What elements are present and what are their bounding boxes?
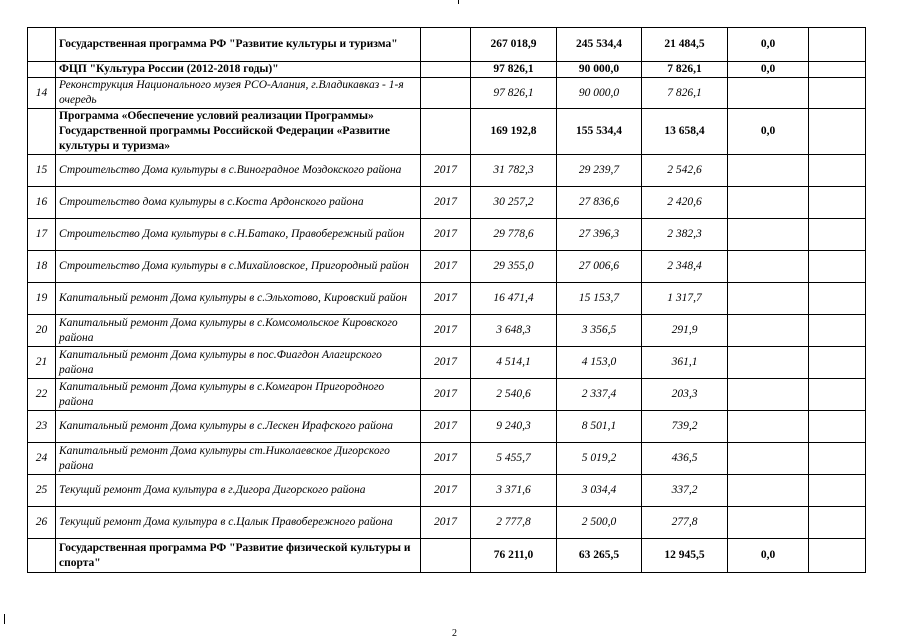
row-regional: 2 542,6 — [642, 155, 728, 187]
row-note — [809, 78, 866, 109]
row-total: 29 778,6 — [471, 219, 557, 251]
row-regional: 13 658,4 — [642, 109, 728, 155]
row-federal: 2 500,0 — [557, 507, 642, 539]
row-federal: 3 356,5 — [557, 315, 642, 347]
row-other — [728, 187, 809, 219]
row-year: 2017 — [421, 155, 471, 187]
row-year: 2017 — [421, 347, 471, 379]
row-name: Реконструкция Национального музея РСО-Алания, г.Владикавказ - 1-я очередь — [56, 78, 421, 109]
row-number: 25 — [28, 475, 56, 507]
row-number — [28, 62, 56, 78]
row-total: 16 471,4 — [471, 283, 557, 315]
table-row — [28, 155, 866, 187]
row-number: 18 — [28, 251, 56, 283]
row-name: Капитальный ремонт Дома культуры в с.Комсомольское Кировского района — [56, 315, 421, 347]
row-note — [809, 62, 866, 78]
row-federal: 5 019,2 — [557, 443, 642, 475]
row-regional: 2 382,3 — [642, 219, 728, 251]
row-other: 0,0 — [728, 539, 809, 573]
row-regional: 2 348,4 — [642, 251, 728, 283]
row-federal: 155 534,4 — [557, 109, 642, 155]
table-row — [28, 411, 866, 443]
row-regional: 1 317,7 — [642, 283, 728, 315]
row-regional: 12 945,5 — [642, 539, 728, 573]
row-total: 9 240,3 — [471, 411, 557, 443]
table-row — [28, 28, 866, 62]
row-year — [421, 109, 471, 155]
table-row — [28, 109, 866, 155]
row-total: 31 782,3 — [471, 155, 557, 187]
row-other — [728, 78, 809, 109]
row-total: 5 455,7 — [471, 443, 557, 475]
row-year: 2017 — [421, 379, 471, 411]
row-year — [421, 28, 471, 62]
row-name: Строительство Дома культуры в с.Виноградное Моздокского района — [56, 155, 421, 187]
row-name: Строительство Дома культуры в с.Михайловское, Пригородный район — [56, 251, 421, 283]
row-federal: 8 501,1 — [557, 411, 642, 443]
row-regional: 2 420,6 — [642, 187, 728, 219]
row-year: 2017 — [421, 219, 471, 251]
table-row — [28, 443, 866, 475]
row-year: 2017 — [421, 251, 471, 283]
row-federal: 27 006,6 — [557, 251, 642, 283]
row-federal: 90 000,0 — [557, 62, 642, 78]
row-name: Программа «Обеспечение условий реализации Программы» Государственной программы Российской Федерации «Развитие культуры и туризма» — [56, 109, 421, 155]
table-row — [28, 251, 866, 283]
row-federal: 29 239,7 — [557, 155, 642, 187]
row-note — [809, 443, 866, 475]
scan-mark-top — [458, 0, 459, 4]
row-year: 2017 — [421, 411, 471, 443]
row-number: 15 — [28, 155, 56, 187]
row-regional: 337,2 — [642, 475, 728, 507]
row-name: Капитальный ремонт Дома культуры ст.Николаевское Дигорского района — [56, 443, 421, 475]
row-federal: 4 153,0 — [557, 347, 642, 379]
row-other: 0,0 — [728, 109, 809, 155]
row-other — [728, 443, 809, 475]
row-federal: 90 000,0 — [557, 78, 642, 109]
row-number: 17 — [28, 219, 56, 251]
row-name: Капитальный ремонт Дома культуры в с.Эльхотово, Кировский район — [56, 283, 421, 315]
row-year: 2017 — [421, 315, 471, 347]
row-name: Текущий ремонт Дома культура в с.Цалык Правобережного района — [56, 507, 421, 539]
row-name: Капитальный ремонт Дома культуры в с.Комгарон Пригородного района — [56, 379, 421, 411]
row-number: 20 — [28, 315, 56, 347]
row-regional: 203,3 — [642, 379, 728, 411]
row-total: 97 826,1 — [471, 62, 557, 78]
row-year: 2017 — [421, 187, 471, 219]
table-row — [28, 187, 866, 219]
row-regional: 291,9 — [642, 315, 728, 347]
row-regional: 361,1 — [642, 347, 728, 379]
row-note — [809, 411, 866, 443]
row-other: 0,0 — [728, 28, 809, 62]
row-name: Государственная программа РФ "Развитие культуры и туризма" — [56, 28, 421, 62]
row-total: 30 257,2 — [471, 187, 557, 219]
row-name: Строительство дома культуры в с.Коста Ардонского района — [56, 187, 421, 219]
row-total: 29 355,0 — [471, 251, 557, 283]
page-number: 2 — [452, 628, 457, 639]
row-number: 26 — [28, 507, 56, 539]
row-total: 267 018,9 — [471, 28, 557, 62]
row-name: Текущий ремонт Дома культура в г.Дигора Дигорского района — [56, 475, 421, 507]
row-regional: 21 484,5 — [642, 28, 728, 62]
row-year — [421, 78, 471, 109]
row-note — [809, 475, 866, 507]
row-total: 76 211,0 — [471, 539, 557, 573]
row-note — [809, 187, 866, 219]
row-note — [809, 379, 866, 411]
row-number: 14 — [28, 78, 56, 109]
row-name: ФЦП "Культура России (2012-2018 годы)" — [56, 62, 421, 78]
table-row — [28, 475, 866, 507]
row-note — [809, 347, 866, 379]
row-other — [728, 251, 809, 283]
row-year: 2017 — [421, 507, 471, 539]
row-note — [809, 28, 866, 62]
row-total: 3 648,3 — [471, 315, 557, 347]
row-federal: 27 836,6 — [557, 187, 642, 219]
table-row — [28, 62, 866, 78]
row-other — [728, 347, 809, 379]
row-other — [728, 475, 809, 507]
row-name: Строительство Дома культуры в с.Н.Батако, Правобережный район — [56, 219, 421, 251]
row-year: 2017 — [421, 475, 471, 507]
row-other — [728, 219, 809, 251]
table-row — [28, 315, 866, 347]
row-other — [728, 315, 809, 347]
table-row — [28, 379, 866, 411]
table-row — [28, 347, 866, 379]
row-name: Капитальный ремонт Дома культуры в пос.Фиагдон Алагирского района — [56, 347, 421, 379]
row-other — [728, 283, 809, 315]
row-total: 2 777,8 — [471, 507, 557, 539]
row-note — [809, 539, 866, 573]
row-federal: 3 034,4 — [557, 475, 642, 507]
row-total: 169 192,8 — [471, 109, 557, 155]
row-year — [421, 539, 471, 573]
row-federal: 15 153,7 — [557, 283, 642, 315]
row-number: 16 — [28, 187, 56, 219]
row-other — [728, 155, 809, 187]
row-year: 2017 — [421, 443, 471, 475]
table-body — [28, 28, 866, 573]
row-number — [28, 539, 56, 573]
row-other — [728, 411, 809, 443]
row-number — [28, 28, 56, 62]
row-number: 23 — [28, 411, 56, 443]
row-federal: 245 534,4 — [557, 28, 642, 62]
budget-table — [27, 27, 866, 573]
row-regional: 436,5 — [642, 443, 728, 475]
row-other — [728, 379, 809, 411]
row-total: 4 514,1 — [471, 347, 557, 379]
row-note — [809, 109, 866, 155]
row-regional: 739,2 — [642, 411, 728, 443]
row-number: 22 — [28, 379, 56, 411]
row-note — [809, 507, 866, 539]
table-row — [28, 283, 866, 315]
row-federal: 27 396,3 — [557, 219, 642, 251]
row-name: Государственная программа РФ "Развитие физической культуры и спорта" — [56, 539, 421, 573]
row-federal: 63 265,5 — [557, 539, 642, 573]
row-note — [809, 315, 866, 347]
row-total: 2 540,6 — [471, 379, 557, 411]
row-number: 21 — [28, 347, 56, 379]
table-row — [28, 78, 866, 109]
row-year — [421, 62, 471, 78]
row-total: 3 371,6 — [471, 475, 557, 507]
row-note — [809, 283, 866, 315]
row-other — [728, 507, 809, 539]
row-number: 19 — [28, 283, 56, 315]
row-number: 24 — [28, 443, 56, 475]
row-note — [809, 155, 866, 187]
row-regional: 7 826,1 — [642, 62, 728, 78]
table-row — [28, 539, 866, 573]
row-note — [809, 251, 866, 283]
row-number — [28, 109, 56, 155]
row-name: Капитальный ремонт Дома культуры в с.Лескен Ирафского района — [56, 411, 421, 443]
row-note — [809, 219, 866, 251]
row-other: 0,0 — [728, 62, 809, 78]
table-row — [28, 507, 866, 539]
row-regional: 277,8 — [642, 507, 728, 539]
table-row — [28, 219, 866, 251]
row-total: 97 826,1 — [471, 78, 557, 109]
row-year: 2017 — [421, 283, 471, 315]
row-federal: 2 337,4 — [557, 379, 642, 411]
row-regional: 7 826,1 — [642, 78, 728, 109]
scan-mark-bottom — [4, 614, 5, 624]
